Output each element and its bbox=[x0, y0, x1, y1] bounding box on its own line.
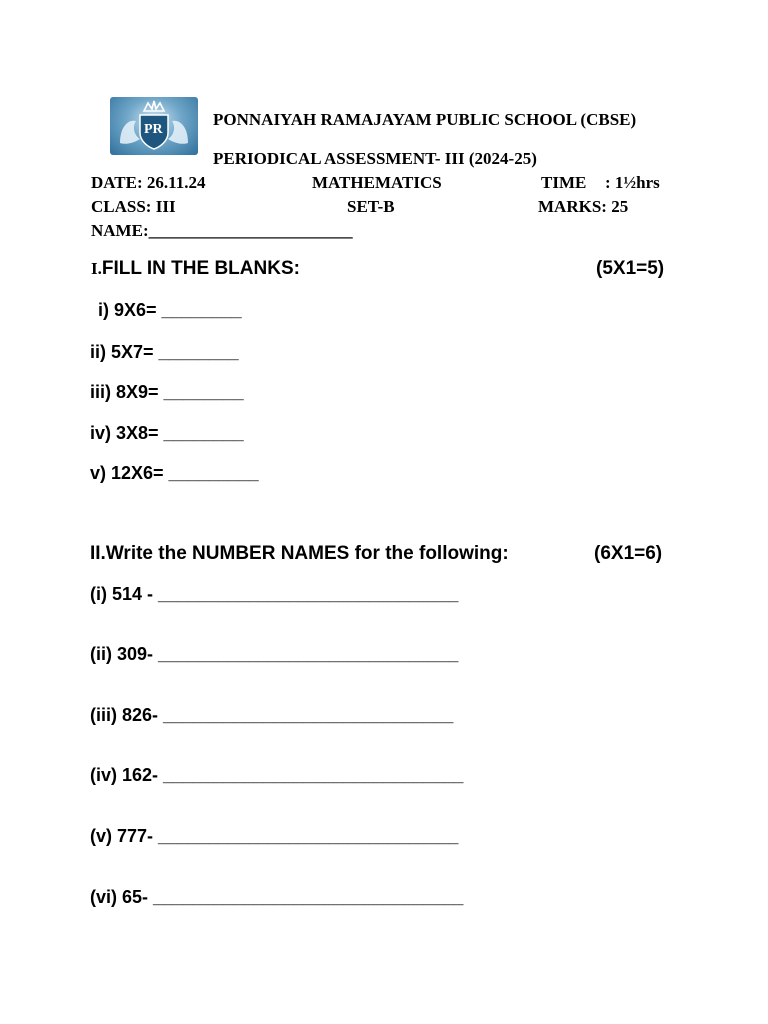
list-item: (iii) 826- _____________________________ bbox=[90, 705, 454, 725]
section1-heading bbox=[91, 258, 300, 280]
section1-title: FILL IN THE BLANKS: bbox=[101, 258, 300, 279]
list-item: i) 9X6= ________ bbox=[98, 300, 242, 320]
subject: MATHEMATICS bbox=[312, 173, 442, 192]
list-item: v) 12X6= _________ bbox=[90, 463, 259, 483]
list-item: (i) 514 - ______________________________ bbox=[90, 584, 459, 604]
list-item: iv) 3X8= ________ bbox=[90, 423, 244, 443]
time-label: TIME bbox=[541, 173, 587, 192]
list-item: (iv) 162- ______________________________ bbox=[90, 765, 464, 785]
list-item: ii) 5X7= ________ bbox=[90, 342, 239, 362]
time-value: : 1½hrs bbox=[605, 173, 660, 192]
list-item: iii) 8X9= ________ bbox=[90, 382, 244, 402]
set: SET-B bbox=[347, 197, 395, 216]
marks-total: MARKS: 25 bbox=[538, 197, 629, 216]
list-item: (vi) 65- _______________________________ bbox=[90, 887, 464, 907]
logo-text: PR bbox=[144, 122, 163, 137]
exam-title: PERIODICAL ASSESSMENT- III (2024-25) bbox=[213, 149, 537, 168]
school-name: PONNAIYAH RAMAJAYAM PUBLIC SCHOOL (CBSE) bbox=[213, 110, 637, 129]
name-field: NAME:________________________ bbox=[91, 221, 353, 240]
list-item: (v) 777- ______________________________ bbox=[90, 826, 459, 846]
section2-title: II.Write the NUMBER NAMES for the following: bbox=[90, 543, 509, 564]
section1-roman: I. bbox=[91, 259, 102, 278]
exam-date: DATE: 26.11.24 bbox=[91, 173, 206, 192]
school-logo bbox=[110, 97, 198, 155]
class: CLASS: III bbox=[91, 197, 176, 216]
section1-marks: (5X1=5) bbox=[596, 258, 665, 279]
section2-marks: (6X1=6) bbox=[594, 543, 663, 564]
list-item: (ii) 309- ______________________________ bbox=[90, 644, 459, 664]
